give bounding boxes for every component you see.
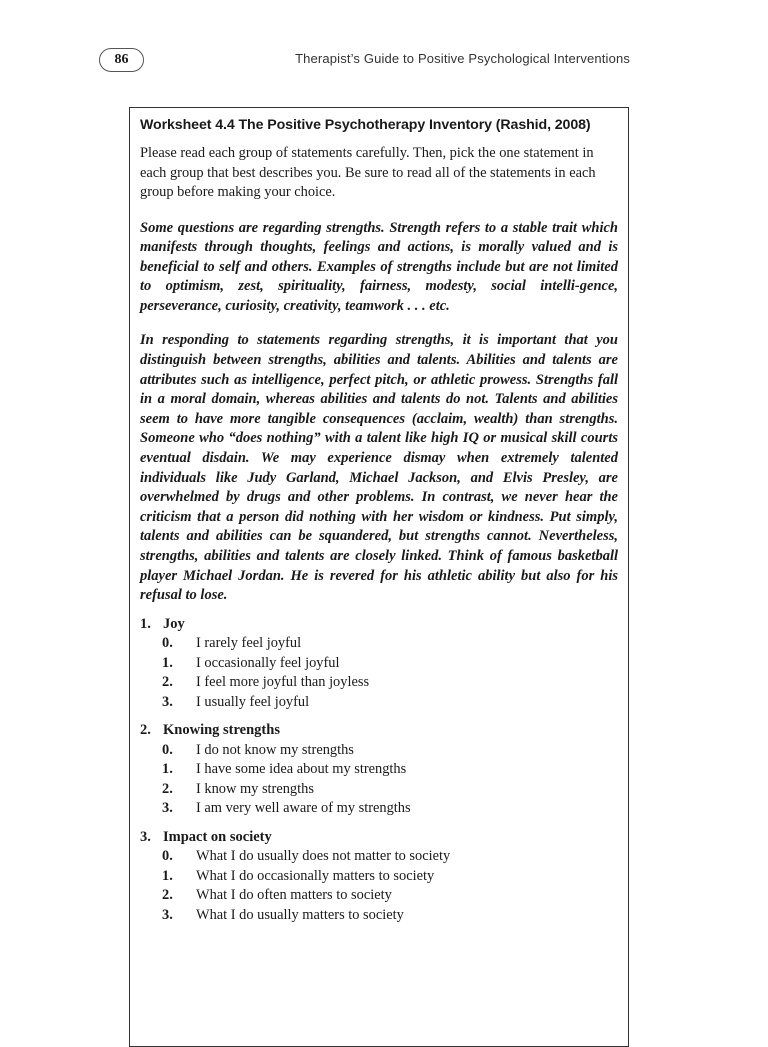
question-impact-on-society: [140, 828, 618, 926]
option-number: 2.: [162, 780, 173, 797]
answer-option: [140, 780, 618, 800]
answer-option: [140, 906, 618, 926]
option-text: What I do often matters to society: [196, 887, 392, 904]
option-text: I have some idea about my strengths: [196, 761, 407, 778]
answer-option: [140, 654, 618, 674]
distinction-paragraph: In responding to statements regarding strengths, it is important that you distinguish between strengths, abilities and talents. Abilities and talents are attributes such as intelligence, perfect pitch, or athletic prowess. Strengths fall in a moral domain, whereas abilities and talents do not. Talents and abilities seem to have more tangible consequences (acclaim, wealth) than strengths. Someone who “does nothing” with a talent like high IQ or musical skill courts eventual disdain. We may experience dismay when extremely talented individuals like Judy Garland, Michael Jackson, and Elvis Presley, are overwhelmed by drugs and other problems. In contrast, we never hear the criticism that a person did nothing with her wisdom or kindness. Put simply, talents and abilities can be squandered, but strengths cannot. Nevertheless, strengths, abilities and talents are closely linked. Think of famous basketball player Michael Jordan. He is revered for his athletic ability but also for his refusal to lose.: [140, 332, 618, 604]
option-number: 2.: [162, 887, 173, 904]
answer-option: [140, 799, 618, 819]
worksheet-box: [129, 107, 629, 1047]
option-number: 3.: [162, 906, 173, 923]
option-number: 3.: [162, 693, 173, 710]
worksheet-title: Worksheet 4.4 The Positive Psychotherapy Inventory (Rashid, 2008): [140, 117, 591, 133]
option-number: 1.: [162, 654, 173, 671]
option-text: What I do usually does not matter to society: [196, 848, 451, 865]
question-joy: [140, 615, 618, 713]
question-title: Impact on society: [163, 828, 272, 845]
answer-option: [140, 673, 618, 693]
option-number: 2.: [162, 674, 173, 691]
option-text: I feel more joyful than joyless: [196, 674, 370, 691]
question-title: Knowing strengths: [163, 722, 280, 739]
option-text: What I do occasionally matters to society: [196, 867, 435, 884]
answer-option: [140, 760, 618, 780]
option-text: I rarely feel joyful: [196, 635, 302, 652]
option-number: 0.: [162, 741, 173, 758]
option-text: I know my strengths: [196, 780, 314, 797]
option-number: 1.: [162, 761, 173, 778]
question-number: 1.: [140, 615, 151, 632]
question-number: 2.: [140, 722, 151, 739]
option-text: I do not know my strengths: [196, 741, 354, 758]
option-number: 3.: [162, 800, 173, 817]
answer-option: [140, 867, 618, 887]
option-number: 0.: [162, 635, 173, 652]
running-head: Therapist’s Guide to Positive Psychological Interventions: [295, 51, 630, 66]
question-heading: [140, 721, 618, 741]
question-heading: [140, 828, 618, 848]
answer-option: [140, 886, 618, 906]
answer-option: [140, 741, 618, 761]
answer-option: [140, 634, 618, 654]
question-number: 3.: [140, 828, 151, 845]
page-number: 86: [99, 48, 144, 72]
option-number: 1.: [162, 867, 173, 884]
answer-option: [140, 847, 618, 867]
option-number: 0.: [162, 848, 173, 865]
question-knowing-strengths: [140, 721, 618, 819]
question-heading: [140, 615, 618, 635]
strengths-paragraph: Some questions are regarding strengths. Strength refers to a stable trait which manifests through thoughts, feelings and actions, is morally valued and is beneficial to self and others. Examples of strengths include but are not limited to optimism, zest, spirituality, fairness, modesty, social intelli-gence, perseverance, curiosity, creativity, teamwork . . . etc.: [140, 219, 618, 314]
answer-option: [140, 693, 618, 713]
option-text: I occasionally feel joyful: [196, 654, 340, 671]
option-text: I am very well aware of my strengths: [196, 800, 411, 817]
option-text: What I do usually matters to society: [196, 906, 404, 923]
question-title: Joy: [163, 615, 185, 632]
instructions: Please read each group of statements carefully. Then, pick the one statement in each group that best describes you. Be sure to read all of the statements in each group before making your choice.: [140, 145, 596, 200]
option-text: I usually feel joyful: [196, 693, 310, 710]
